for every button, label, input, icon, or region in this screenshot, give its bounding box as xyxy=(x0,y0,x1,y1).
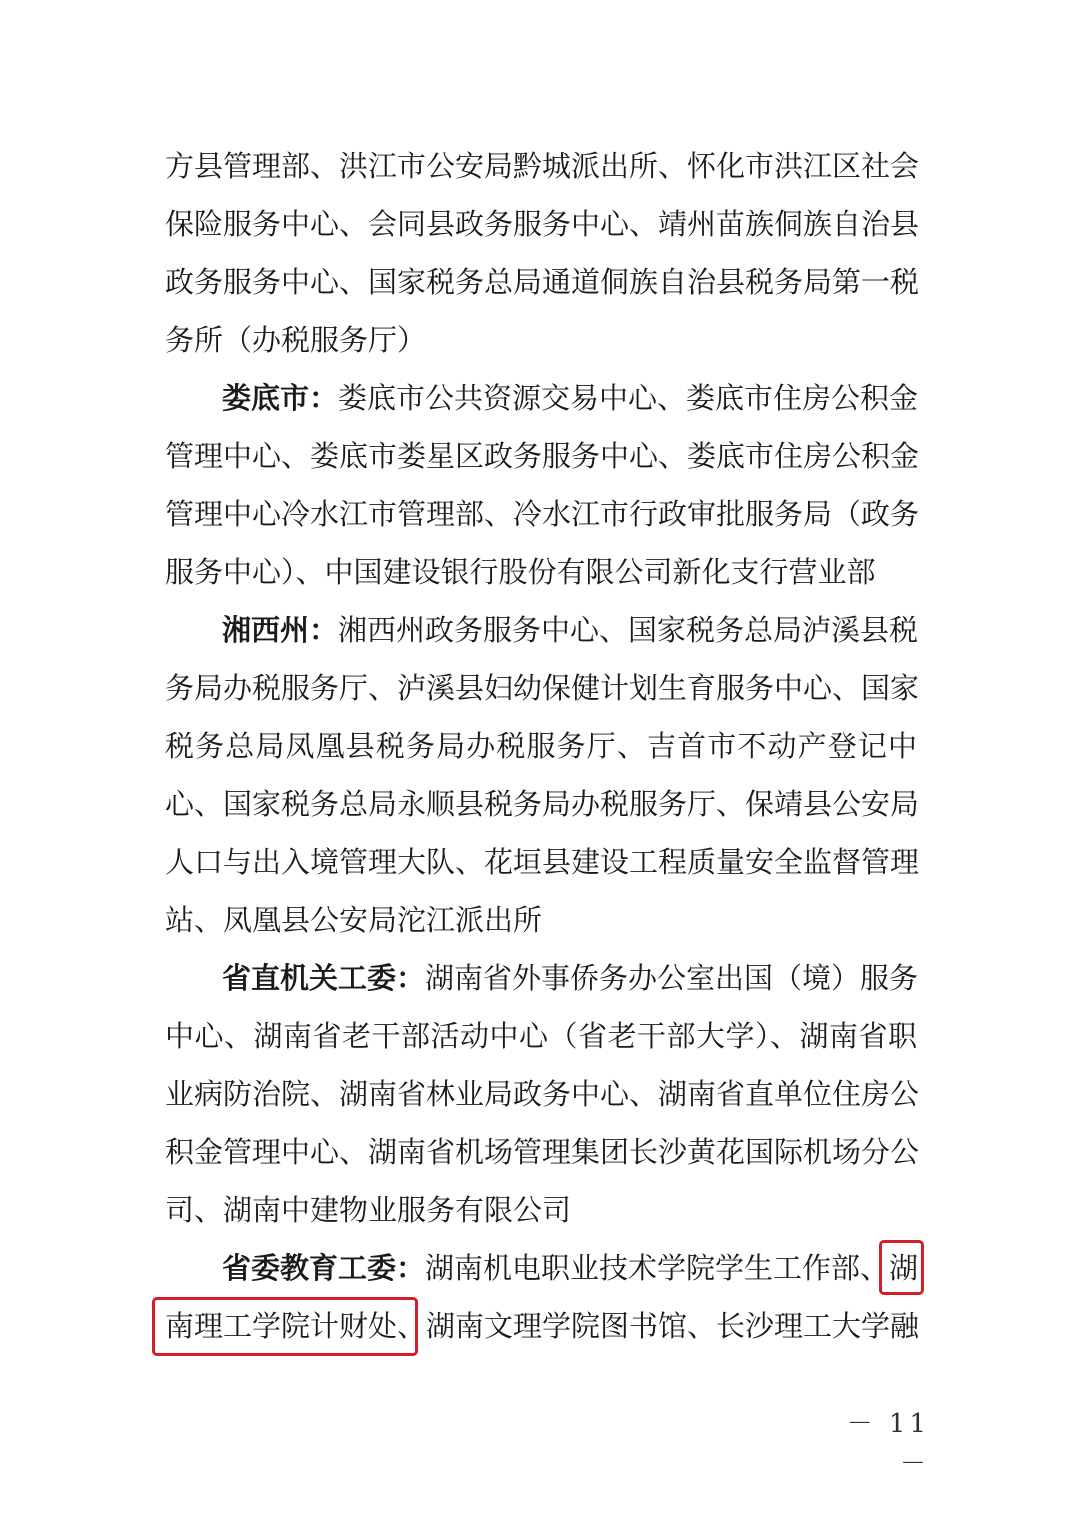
paragraph-first-line xyxy=(222,955,917,1001)
text-line: 务局办税服务厅、泸溪县妇幼保健计划生育服务中心、国家 xyxy=(165,671,920,705)
text-line: 积金管理中心、湖南省机场管理集团长沙黄花国际机场分公 xyxy=(165,1135,920,1169)
text-span: 湖南机电职业技术学院学生工作部、湖 xyxy=(425,1251,919,1285)
text-line: 司、湖南中建物业服务有限公司 xyxy=(165,1193,572,1227)
text-line: 政务服务中心、国家税务总局通道侗族自治县税务局第一税 xyxy=(165,265,920,299)
region-label: 省直机关工委： xyxy=(222,961,426,995)
highlight-box-top xyxy=(879,1240,924,1295)
text-line: 业病防治院、湖南省林业局政务中心、湖南省直单位住房公 xyxy=(165,1077,920,1111)
region-label: 娄底市： xyxy=(222,381,339,415)
text-span: 湖南省外事侨务办公室出国（境）服务 xyxy=(425,961,919,995)
text-line: 方县管理部、洪江市公安局黔城派出所、怀化市洪江区社会 xyxy=(165,149,920,183)
text-line: 站、凤凰县公安局沱江派出所 xyxy=(165,903,543,937)
text-line: 税务总局凤凰县税务局办税服务厅、吉首市不动产登记中 xyxy=(165,729,917,763)
text-line: 保险服务中心、会同县政务服务中心、靖州苗族侗族自治县 xyxy=(165,207,920,241)
region-label: 湘西州： xyxy=(222,613,339,647)
text-line: 心、国家税务总局永顺县税务局办税服务厅、保靖县公安局 xyxy=(165,787,920,821)
text-line: 服务中心）、中国建设银行股份有限公司新化支行营业部 xyxy=(165,555,876,589)
text-span: 娄底市公共资源交易中心、娄底市住房公积金 xyxy=(338,381,919,415)
text-line: 人口与出入境管理大队、花垣县建设工程质量安全监督管理 xyxy=(165,845,920,879)
text-span: 湘西州政务服务中心、国家税务总局泸溪县税 xyxy=(338,613,919,647)
paragraph-first-line xyxy=(222,375,917,421)
text-line: 管理中心、娄底市娄星区政务服务中心、娄底市住房公积金 xyxy=(165,439,920,473)
paragraph-first-line xyxy=(222,1245,917,1291)
text-line: 南理工学院计财处、湖南文理学院图书馆、长沙理工大学融 xyxy=(165,1309,920,1343)
region-label: 省委教育工委： xyxy=(222,1251,426,1285)
page-number: － 11 － xyxy=(846,1409,930,1479)
text-line: 中心、湖南省老干部活动中心（省老干部大学）、湖南省职 xyxy=(165,1019,917,1053)
text-line: 管理中心冷水江市管理部、冷水江市行政审批服务局（政务 xyxy=(165,497,920,531)
highlight-box-bottom xyxy=(152,1297,418,1356)
paragraph-first-line xyxy=(222,607,917,653)
text-line: 务所（办税服务厅） xyxy=(165,323,427,357)
